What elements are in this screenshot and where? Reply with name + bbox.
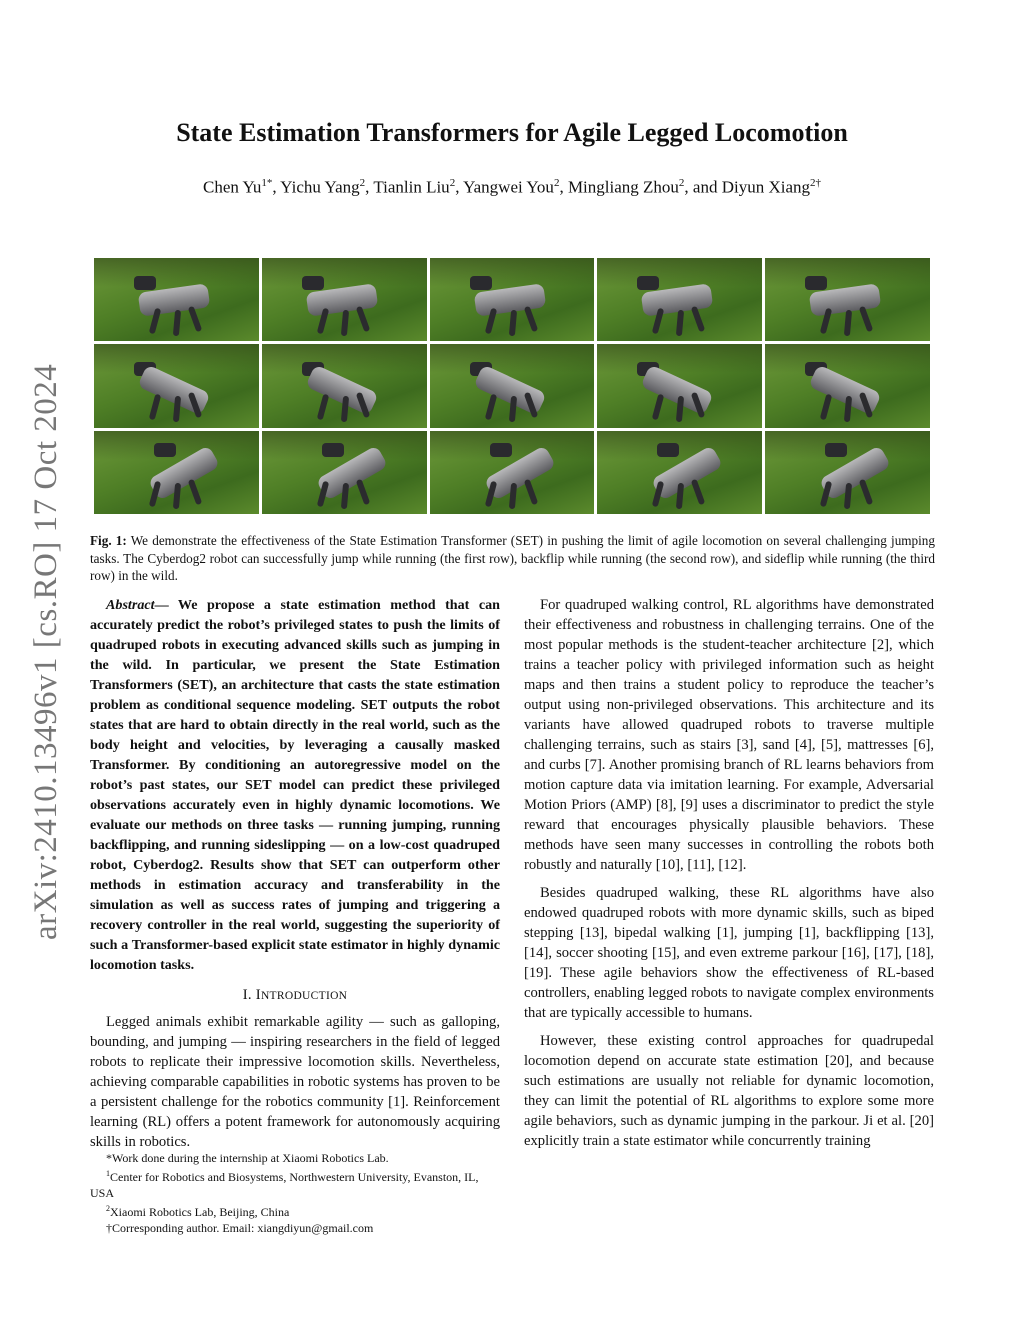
author-affiliation-mark: 2 — [678, 177, 685, 189]
author: Tianlin Liu — [373, 177, 450, 197]
paper-title: State Estimation Transformers for Agile Legged Locomotion — [176, 118, 848, 147]
arxiv-identifier: arXiv:2410.13496v1 [cs.RO] 17 Oct 2024 — [28, 363, 64, 940]
footnote-mark: 2 — [106, 1204, 110, 1213]
figure-photo — [597, 258, 762, 341]
author-separator: , — [455, 177, 464, 197]
figure-caption-text: We demonstrate the effectiveness of the State Estimation Transformer (SET) in pushing the limit of agile locomotion on several challenging jumping tasks. The Cyberdog2 robot can successfully jump while running (the first row), backflip while running (the second row), and sideflip while running (the third row) in the wild. — [90, 533, 935, 583]
author-separator: , — [559, 177, 568, 197]
author-separator: , and — [684, 177, 722, 197]
author-list — [0, 177, 1024, 198]
body-paragraph: However, these existing control approaches for quadrupedal locomotion depend on accurate state estimation [20], and because such estimations are usually not reliable for dynamic locomotion, they can limit the potential of RL algorithms to explore some more agile behaviors, such as dynamic jumping in the parkour. Ji et al. [20] explicitly train a state estimator while concurrently training — [524, 1033, 934, 1149]
section-heading-rest: NTRODUCTION — [260, 990, 348, 1002]
footnote-mark: 1 — [106, 1169, 110, 1178]
figure-photo — [94, 431, 259, 514]
author: Chen Yu — [202, 177, 262, 197]
section-heading-initial: I — [255, 987, 261, 1003]
figure-caption-label: Fig. 1: — [90, 533, 127, 548]
footnote-affiliation-1 — [90, 1166, 500, 1201]
figure-photo — [597, 344, 762, 427]
author: Mingliang Zhou — [567, 177, 679, 197]
footnote-text: Center for Robotics and Biosystems, Northwestern University, Evanston, IL, USA — [90, 1170, 479, 1200]
figure-photo — [765, 258, 930, 341]
section-numeral: I. — [242, 987, 256, 1003]
abstract-label: Abstract — [106, 597, 155, 613]
figure-photo — [94, 344, 259, 427]
footnote-text: Xiaomi Robotics Lab, Beijing, China — [110, 1205, 290, 1219]
section-heading-introduction — [90, 985, 500, 1006]
author-affiliation-mark: 2 — [553, 177, 560, 189]
left-column — [90, 595, 500, 1160]
body-paragraph: For quadruped walking control, RL algorithms have demonstrated their effectiveness and robustness in challenging terrains. One of the most popular methods is the student-teacher architecture [2], which trains a teacher policy with privileged information such as height maps and then trains a student policy to reproduce the teacher’s output using non-privileged observations. This architecture and its variants have allowed quadruped robots to traverse multiple challenging terrains, such as stairs [3], sand [4], [5], mattresses [6], and curbs [7]. Another promising branch of RL learns behaviors from motion capture data via imitation learning. For example, Adversarial Motion Priors (AMP) [8], [9] uses a discriminator to predict the style reward that encourages physically plausible behaviors. These methods have seen many successes in controlling the robots both robustly and naturally [10], [11], [12]. — [524, 597, 934, 873]
author-affiliation-mark: 2 — [359, 177, 366, 189]
author: Yangwei You — [463, 177, 554, 197]
figure-photo — [765, 344, 930, 427]
footnote-corresponding-author: †Corresponding author. Email: xiangdiyun@gmail.com — [106, 1221, 374, 1235]
footnote-work-done: *Work done during the internship at Xiaomi Robotics Lab. — [106, 1151, 389, 1165]
figure-photo — [430, 258, 595, 341]
figure-photo — [262, 258, 427, 341]
abstract-text: We propose a state estimation method that can accurately predict the robot’s privileged states to push the limits of quadruped robots in executing advanced skills such as jumping in the wild. In particular, we present the State Estimation Transformers (SET), an architecture that casts the state estimation problem as conditional sequence modeling. SET outputs the robot states that are hard to obtain directly in the real world, such as the body height and velocities, by leveraging a causally masked Transformer. By conditioning an autoregressive model on the robot’s past states, our SET model can predict these privileged observations accurately even in highly dynamic locomotions. We evaluate our methods on three tasks — running jumping, running backflipping, and running sideslipping — on a low-cost quadruped robot, Cyberdog2. Results show that SET can outperform other methods in estimation accuracy and transferability in the simulation as well as success rates of jumping and triggering a recovery controller in the real world, suggesting the superiority of such a Transformer-based explicit state estimator in highly dynamic locomotion tasks. — [90, 597, 500, 973]
abstract — [90, 595, 500, 975]
author: Yichu Yang — [280, 177, 360, 197]
figure-caption — [90, 532, 935, 585]
author-separator: , — [272, 177, 281, 197]
figure-photo — [430, 431, 595, 514]
footnotes — [90, 1150, 500, 1236]
figure-1-photo-grid — [94, 258, 930, 514]
author-affiliation-mark: 1* — [261, 177, 273, 189]
footnote-affiliation-2 — [90, 1201, 500, 1220]
author-affiliation-mark: 2 — [449, 177, 456, 189]
figure-photo — [262, 431, 427, 514]
body-paragraph: Besides quadruped walking, these RL algorithms have also endowed quadruped robots with more dynamic skills, such as biped stepping [13], bipedal walking [1], jumping [1], backflipping [13], [14], soccer shooting [15], and even extreme parkour [16], [17], [18], [19]. These agile behaviors show the effectiveness of RL-based controllers, enabling legged robots to navigate complex environments that are typically accessible to humans. — [524, 885, 934, 1021]
figure-photo — [262, 344, 427, 427]
figure-photo — [430, 344, 595, 427]
intro-paragraph: Legged animals exhibit remarkable agility — such as galloping, bounding, and jumping — inspiring researchers in the field of legged robots to replicate their impressive locomotion skills. Nevertheless, achieving comparable capabilities in robotic systems has proven to be a persistent challenge for the robotics community [1]. Reinforcement learning (RL) offers a potent framework for autonomously acquiring skills in robotics. — [90, 1014, 500, 1150]
figure-photo — [94, 258, 259, 341]
right-column — [524, 595, 934, 1159]
figure-photo — [765, 431, 930, 514]
figure-photo — [597, 431, 762, 514]
author-affiliation-mark: 2† — [810, 177, 821, 189]
author: Diyun Xiang — [721, 177, 810, 197]
abstract-dash: — — [154, 597, 178, 613]
author-separator: , — [365, 177, 374, 197]
